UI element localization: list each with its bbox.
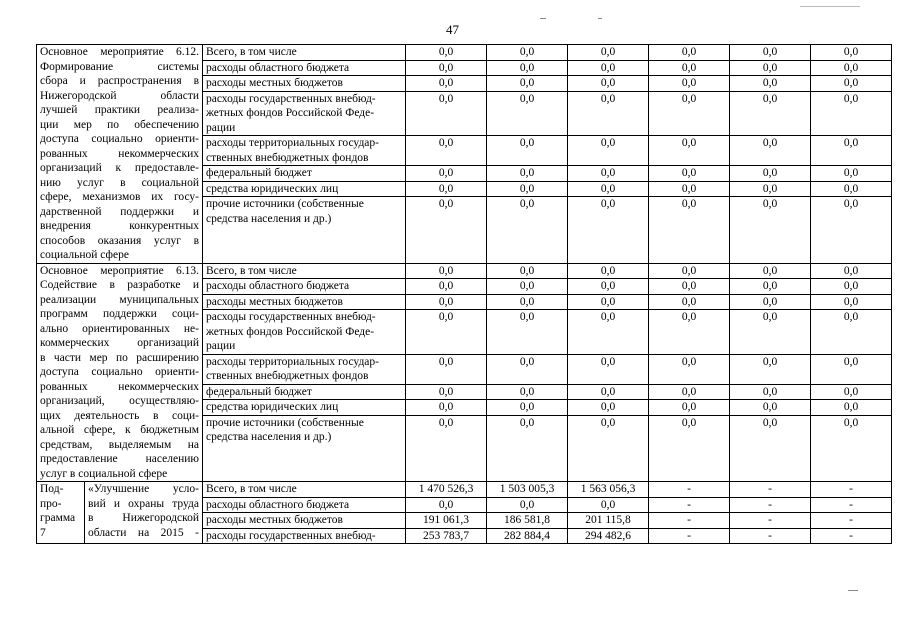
amount-cell: 0,0 — [730, 60, 811, 76]
amount-cell: 0,0 — [730, 354, 811, 384]
amount-cell: 0,0 — [487, 181, 568, 197]
amount-cell: 0,0 — [406, 136, 487, 166]
amount-cell: 0,0 — [487, 279, 568, 295]
text-line: доступа социально ориенти- — [40, 366, 199, 378]
scan-mark — [598, 18, 602, 19]
amount-cell: 0,0 — [568, 263, 649, 279]
text-line: грамма — [40, 512, 76, 524]
text-line: средства юридических лиц — [206, 182, 339, 195]
amount-cell: - — [811, 528, 892, 544]
amount-cell: 0,0 — [811, 60, 892, 76]
text-line: в Нижегородской — [88, 512, 199, 524]
amount-cell: 0,0 — [406, 76, 487, 92]
amount-cell: 0,0 — [730, 310, 811, 355]
amount-cell: 0,0 — [649, 91, 730, 136]
funding-source-label — [203, 166, 406, 182]
amount-cell: - — [730, 513, 811, 529]
amount-cell: 0,0 — [568, 91, 649, 136]
amount-cell: 0,0 — [649, 294, 730, 310]
amount-cell: 1 563 056,3 — [568, 482, 649, 498]
amount-cell: 0,0 — [811, 181, 892, 197]
text-line: социальной сфере — [40, 249, 129, 261]
amount-cell: 0,0 — [730, 76, 811, 92]
text-line: предоставление населению — [40, 453, 199, 465]
amount-cell: 0,0 — [406, 181, 487, 197]
amount-cell: 0,0 — [406, 166, 487, 182]
amount-cell: 0,0 — [568, 497, 649, 513]
amount-cell: - — [730, 528, 811, 544]
text-line: жетных фондов Российской Феде- — [206, 325, 375, 338]
amount-cell: 0,0 — [811, 400, 892, 416]
text-line: рованных некоммерческих — [40, 147, 199, 160]
funding-source-label — [203, 279, 406, 295]
text-line: про- — [40, 497, 62, 510]
amount-cell: 0,0 — [730, 263, 811, 279]
text-line: программ поддержки соци- — [40, 308, 199, 320]
amount-cell: 0,0 — [730, 181, 811, 197]
subprogram-code — [37, 482, 85, 544]
amount-cell: 0,0 — [649, 76, 730, 92]
amount-cell: 0,0 — [649, 263, 730, 279]
amount-cell: 0,0 — [568, 279, 649, 295]
measure-description — [37, 45, 203, 264]
text-line: прочие источники (собственные — [206, 416, 364, 429]
amount-cell: - — [811, 497, 892, 513]
text-line: организаций к предоставле- — [40, 162, 199, 174]
table-row — [37, 263, 892, 279]
text-line: ции мер по обеспечению — [40, 118, 199, 131]
text-line: Содействие в разработке и — [40, 279, 199, 291]
funding-source-label — [203, 354, 406, 384]
text-line: расходы местных бюджетов — [206, 295, 343, 308]
text-line: организаций, осуществляю- — [40, 395, 199, 407]
funding-source-label — [203, 415, 406, 481]
amount-cell: 0,0 — [487, 263, 568, 279]
text-line: средствам, выделяемым на — [40, 438, 199, 451]
amount-cell: 0,0 — [730, 136, 811, 166]
amount-cell: 0,0 — [811, 415, 892, 481]
amount-cell: - — [649, 497, 730, 513]
text-line: способов оказания услуг в — [40, 234, 199, 247]
amount-cell: 294 482,6 — [568, 528, 649, 544]
text-line: расходы государственных внебюд- — [206, 92, 376, 105]
amount-cell: 0,0 — [568, 166, 649, 182]
amount-cell: 0,0 — [487, 197, 568, 263]
table-row — [37, 482, 892, 498]
text-line: Всего, в том числе — [206, 46, 297, 58]
scan-mark — [540, 18, 546, 19]
amount-cell: 0,0 — [487, 166, 568, 182]
amount-cell: 0,0 — [406, 263, 487, 279]
amount-cell: 0,0 — [649, 197, 730, 263]
text-line: 7 — [40, 526, 46, 539]
funding-source-label — [203, 513, 406, 529]
amount-cell: 0,0 — [487, 136, 568, 166]
text-line: средства населения и др.) — [206, 431, 332, 444]
text-line: ственных внебюджетных фондов — [206, 151, 369, 164]
amount-cell: 0,0 — [568, 400, 649, 416]
amount-cell: 0,0 — [406, 45, 487, 61]
amount-cell: 0,0 — [406, 400, 487, 416]
amount-cell: 0,0 — [487, 400, 568, 416]
amount-cell: 0,0 — [649, 354, 730, 384]
text-line: сбора и распространения в — [40, 75, 199, 87]
text-line: расходы областного бюджета — [206, 498, 350, 511]
funding-source-label — [203, 197, 406, 263]
text-line: расходы государственных внебюд- — [206, 529, 376, 542]
amount-cell: 0,0 — [649, 136, 730, 166]
amount-cell: 0,0 — [487, 60, 568, 76]
amount-cell: 0,0 — [730, 91, 811, 136]
amount-cell: 0,0 — [649, 415, 730, 481]
page-number: 47 — [446, 22, 459, 37]
amount-cell: 0,0 — [649, 384, 730, 400]
text-line: лучшей практики реализа- — [40, 104, 199, 116]
text-line: реализации муниципальных — [40, 293, 199, 306]
amount-cell: 0,0 — [568, 354, 649, 384]
text-line: ственных внебюджетных фондов — [206, 370, 369, 383]
text-line: дарственной поддержки и — [40, 205, 199, 218]
text-line: в части мер по расширению — [40, 351, 199, 364]
text-line: сфере, механизмов их госу- — [40, 191, 199, 203]
funding-source-label — [203, 181, 406, 197]
text-line: расходы местных бюджетов — [206, 514, 343, 526]
subprogram-name — [85, 482, 203, 544]
amount-cell: 0,0 — [406, 354, 487, 384]
amount-cell: 0,0 — [406, 197, 487, 263]
amount-cell: 0,0 — [406, 294, 487, 310]
amount-cell: 0,0 — [649, 166, 730, 182]
text-line: альной сфере, к бюджетным — [40, 424, 199, 436]
amount-cell: 0,0 — [406, 279, 487, 295]
amount-cell: 0,0 — [649, 181, 730, 197]
amount-cell: 0,0 — [406, 415, 487, 481]
amount-cell: 0,0 — [730, 279, 811, 295]
amount-cell: 0,0 — [730, 384, 811, 400]
amount-cell: 0,0 — [649, 310, 730, 355]
amount-cell: 0,0 — [487, 384, 568, 400]
funding-source-label — [203, 497, 406, 513]
text-line: расходы областного бюджета — [206, 61, 350, 74]
table-row — [37, 45, 892, 61]
amount-cell: 0,0 — [487, 354, 568, 384]
amount-cell: 0,0 — [811, 354, 892, 384]
funding-source-label — [203, 263, 406, 279]
amount-cell: 253 783,7 — [406, 528, 487, 544]
amount-cell: 0,0 — [568, 310, 649, 355]
amount-cell: 0,0 — [487, 294, 568, 310]
text-line: расходы территориальных государ- — [206, 355, 379, 368]
text-line: прочие источники (собственные — [206, 198, 364, 211]
amount-cell: 186 581,8 — [487, 513, 568, 529]
text-line: рации — [206, 340, 236, 353]
amount-cell: 0,0 — [811, 166, 892, 182]
amount-cell: 191 061,3 — [406, 513, 487, 529]
text-line: федеральный бюджет — [206, 167, 312, 180]
amount-cell: 0,0 — [568, 197, 649, 263]
text-line: расходы государственных внебюд- — [206, 311, 376, 324]
funding-source-label — [203, 60, 406, 76]
amount-cell: 0,0 — [811, 263, 892, 279]
amount-cell: - — [649, 513, 730, 529]
amount-cell: 0,0 — [406, 497, 487, 513]
measure-description — [37, 263, 203, 482]
text-line: рованных некоммерческих — [40, 380, 199, 393]
amount-cell: 0,0 — [730, 45, 811, 61]
amount-cell: 0,0 — [730, 294, 811, 310]
amount-cell: 0,0 — [568, 384, 649, 400]
text-line: ально ориентированных не- — [40, 322, 199, 335]
funding-source-label — [203, 136, 406, 166]
text-line: Всего, в том числе — [206, 264, 297, 277]
amount-cell: 1 503 005,3 — [487, 482, 568, 498]
amount-cell: - — [811, 513, 892, 529]
scan-mark — [800, 6, 860, 7]
amount-cell: 0,0 — [730, 400, 811, 416]
text-line: доступа социально ориенти- — [40, 133, 199, 145]
text-line: средства юридических лиц — [206, 401, 339, 414]
amount-cell: - — [730, 497, 811, 513]
text-line: внедрения конкурентных — [40, 220, 199, 232]
text-line: расходы территориальных государ- — [206, 137, 379, 150]
text-line: области на 2015 - — [88, 526, 199, 539]
text-line: нию услуг в социальной — [40, 176, 199, 189]
amount-cell: 201 115,8 — [568, 513, 649, 529]
amount-cell: 0,0 — [730, 415, 811, 481]
funding-source-label — [203, 482, 406, 498]
amount-cell: 0,0 — [649, 400, 730, 416]
amount-cell: 0,0 — [406, 310, 487, 355]
text-line: Основное мероприятие 6.12. — [40, 46, 199, 58]
amount-cell: 0,0 — [568, 60, 649, 76]
text-line: «Улучшение усло- — [88, 483, 199, 495]
amount-cell: 0,0 — [568, 45, 649, 61]
amount-cell: 0,0 — [487, 45, 568, 61]
amount-cell: 0,0 — [487, 497, 568, 513]
amount-cell: 0,0 — [811, 91, 892, 136]
amount-cell: - — [811, 482, 892, 498]
funding-source-label — [203, 76, 406, 92]
budget-table — [36, 44, 892, 544]
amount-cell: 0,0 — [730, 197, 811, 263]
amount-cell: 282 884,4 — [487, 528, 568, 544]
amount-cell: 0,0 — [811, 45, 892, 61]
amount-cell: 0,0 — [811, 76, 892, 92]
funding-source-label — [203, 45, 406, 61]
text-line: федеральный бюджет — [206, 385, 312, 398]
amount-cell: 0,0 — [568, 294, 649, 310]
amount-cell: 0,0 — [406, 384, 487, 400]
text-line: услуг в социальной сфере — [40, 467, 168, 480]
amount-cell: 0,0 — [568, 136, 649, 166]
amount-cell: 0,0 — [811, 294, 892, 310]
text-line: Под- — [40, 483, 64, 495]
amount-cell: 0,0 — [487, 415, 568, 481]
text-line: щих деятельность в соци- — [40, 409, 199, 422]
amount-cell: - — [649, 482, 730, 498]
text-line: средства населения и др.) — [206, 212, 332, 225]
text-line: Всего, в том числе — [206, 483, 297, 495]
amount-cell: 0,0 — [487, 76, 568, 92]
amount-cell: 0,0 — [730, 166, 811, 182]
amount-cell: - — [649, 528, 730, 544]
amount-cell: 0,0 — [568, 76, 649, 92]
amount-cell: - — [730, 482, 811, 498]
text-line: Нижегородской области — [40, 89, 199, 102]
amount-cell: 0,0 — [406, 91, 487, 136]
text-line: расходы местных бюджетов — [206, 77, 343, 90]
amount-cell: 0,0 — [568, 181, 649, 197]
amount-cell: 0,0 — [406, 60, 487, 76]
text-line: расходы областного бюджета — [206, 280, 350, 293]
funding-source-label — [203, 294, 406, 310]
text-line: коммерческих организаций — [40, 337, 199, 349]
amount-cell: 1 470 526,3 — [406, 482, 487, 498]
funding-source-label — [203, 528, 406, 544]
amount-cell: 0,0 — [649, 279, 730, 295]
amount-cell: 0,0 — [487, 310, 568, 355]
amount-cell: 0,0 — [811, 384, 892, 400]
text-line: вий и охраны труда — [88, 497, 199, 510]
funding-source-label — [203, 91, 406, 136]
text-line: Формирование системы — [40, 60, 199, 73]
funding-source-label — [203, 400, 406, 416]
amount-cell: 0,0 — [811, 310, 892, 355]
amount-cell: 0,0 — [649, 45, 730, 61]
text-line: жетных фондов Российской Феде- — [206, 107, 375, 120]
amount-cell: 0,0 — [811, 279, 892, 295]
amount-cell: 0,0 — [568, 415, 649, 481]
amount-cell: 0,0 — [811, 136, 892, 166]
amount-cell: 0,0 — [487, 91, 568, 136]
amount-cell: 0,0 — [811, 197, 892, 263]
text-line: рации — [206, 121, 236, 134]
text-line: Основное мероприятие 6.13. — [40, 264, 199, 277]
funding-source-label — [203, 384, 406, 400]
funding-source-label — [203, 310, 406, 355]
scan-mark — [848, 590, 858, 591]
amount-cell: 0,0 — [649, 60, 730, 76]
